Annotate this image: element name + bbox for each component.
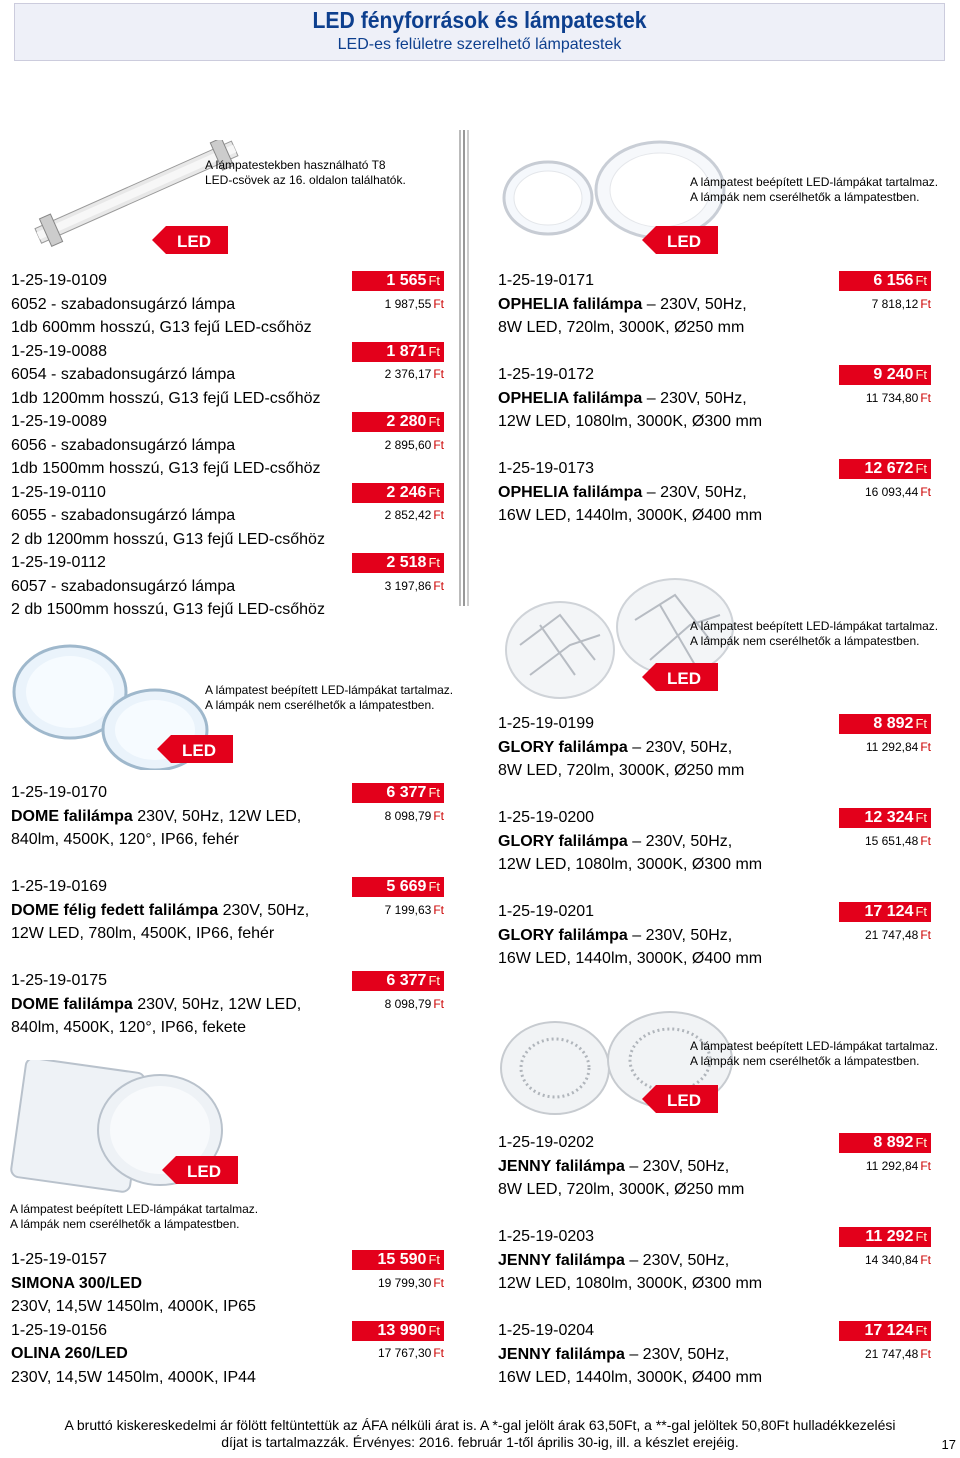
led-badge bbox=[640, 662, 720, 692]
product-code: 1-25-19-0109 bbox=[11, 272, 108, 289]
led-badge bbox=[160, 1155, 240, 1185]
led-badge bbox=[150, 225, 230, 255]
product-title-line: GLORY falilámpa – 230V, 50Hz, bbox=[498, 832, 733, 850]
price-column-tube-lamps bbox=[340, 269, 444, 598]
product-title-line: OPHELIA falilámpa – 230V, 50Hz, bbox=[498, 295, 747, 313]
led-badge-label: LED bbox=[667, 669, 701, 688]
product-code: 1-25-19-0169 bbox=[11, 878, 108, 895]
net-price: 21 747,48 Ft bbox=[864, 927, 931, 942]
product-desc: 1db 600mm hosszú, G13 fejű LED-csőhöz bbox=[11, 319, 312, 336]
page-subtitle: LED-es felületre szerelhető lámpatestek bbox=[337, 36, 622, 53]
product-code: 1-25-19-0156 bbox=[11, 1321, 108, 1339]
gross-price: 1 871 Ft bbox=[352, 342, 444, 362]
footer-note: A bruttó kiskereskedelmi ár fölött feltüntettük az ÁFA nélküli árat is. A *-gal jelölt árak 63,50Ft, a **-gal jelöltek 50,80Ft hulladékkezelési díjat is tartalmazzák. Érvényes: 2016. február 1-től április 30-ig, ill. a készlet erejéig. bbox=[64, 1417, 896, 1450]
product-code: 1-25-19-0157 bbox=[11, 1251, 108, 1268]
gross-price: 6 377 Ft bbox=[352, 971, 444, 991]
price-column-simona-olina bbox=[340, 1248, 444, 1366]
product-title-line: GLORY falilámpa – 230V, 50Hz, bbox=[498, 738, 733, 756]
page-title: LED fényforrások és lámpatestek bbox=[312, 7, 647, 33]
net-price: 2 895,60 Ft bbox=[384, 437, 444, 452]
product-desc: 840lm, 4500K, 120°, IP66, fehér bbox=[11, 831, 239, 848]
gross-price: 12 672 Ft bbox=[839, 459, 931, 479]
product-name: 6057 - szabadonsugárzó lámpa bbox=[11, 577, 236, 595]
product-code: 1-25-19-0089 bbox=[11, 413, 108, 430]
gross-price: 17 124 Ft bbox=[839, 1321, 931, 1341]
led-badge-label: LED bbox=[667, 1091, 701, 1110]
product-title-line: JENNY falilámpa – 230V, 50Hz, bbox=[498, 1157, 730, 1175]
product-list-glory bbox=[498, 712, 762, 971]
gross-price: 1 565 Ft bbox=[352, 271, 444, 291]
product-list-tube-lamps bbox=[11, 269, 325, 622]
gross-price: 9 240 Ft bbox=[839, 365, 931, 385]
gross-price: 17 124 Ft bbox=[839, 902, 931, 922]
led-badge-label: LED bbox=[177, 232, 211, 251]
product-code: 1-25-19-0202 bbox=[498, 1134, 595, 1151]
product-desc: 230V, 14,5W 1450lm, 4000K, IP44 bbox=[11, 1368, 256, 1386]
product-code: 1-25-19-0088 bbox=[11, 342, 108, 360]
led-badge bbox=[155, 734, 235, 764]
led-badge-label: LED bbox=[182, 741, 216, 760]
product-desc: 16W LED, 1440lm, 3000K, Ø400 mm bbox=[498, 950, 763, 967]
product-desc: 12W LED, 780lm, 4500K, IP66, fehér bbox=[11, 925, 275, 942]
product-title-line: DOME falilámpa 230V, 50Hz, 12W LED, bbox=[11, 807, 302, 825]
product-desc: 8W LED, 720lm, 3000K, Ø250 mm bbox=[498, 319, 745, 336]
gross-price: 11 292 Ft bbox=[839, 1227, 931, 1247]
net-price: 11 734,80 Ft bbox=[865, 390, 931, 405]
product-desc: 12W LED, 1080lm, 3000K, Ø300 mm bbox=[498, 856, 763, 873]
product-list-simona-olina bbox=[11, 1248, 256, 1389]
net-price: 8 098,79 Ft bbox=[384, 808, 444, 823]
gross-price: 12 324 Ft bbox=[839, 808, 931, 828]
net-price: 7 818,12 Ft bbox=[871, 296, 931, 311]
product-code: 1-25-19-0172 bbox=[498, 366, 595, 383]
net-price: 3 197,86 Ft bbox=[384, 578, 444, 593]
product-desc: 1db 1200mm hosszú, G13 fejű LED-csőhöz bbox=[11, 389, 321, 407]
gross-price: 2 280 Ft bbox=[352, 412, 444, 432]
product-list-ophelia bbox=[498, 269, 762, 528]
net-price: 19 799,30 Ft bbox=[377, 1275, 444, 1290]
gross-price: 13 990 Ft bbox=[352, 1321, 444, 1341]
gross-price: 6 377 Ft bbox=[352, 783, 444, 803]
product-name: 6056 - szabadonsugárzó lámpa bbox=[11, 436, 236, 454]
product-list-dome bbox=[11, 781, 309, 1040]
product-desc: 12W LED, 1080lm, 3000K, Ø300 mm bbox=[498, 413, 763, 430]
product-name: 6052 - szabadonsugárzó lámpa bbox=[11, 295, 236, 313]
product-code: 1-25-19-0204 bbox=[498, 1322, 595, 1339]
net-price: 1 987,55 Ft bbox=[384, 296, 444, 311]
led-badge-label: LED bbox=[187, 1162, 221, 1181]
price-column-glory bbox=[827, 712, 931, 947]
gross-price: 5 669 Ft bbox=[352, 877, 444, 897]
builtin-note: A lámpatest beépített LED-lámpákat tartalmaz. A lámpák nem cserélhetők a lámpatestben. bbox=[690, 619, 939, 648]
product-desc: 16W LED, 1440lm, 3000K, Ø400 mm bbox=[498, 1369, 763, 1386]
product-title-line: GLORY falilámpa – 230V, 50Hz, bbox=[498, 926, 733, 944]
product-desc: 8W LED, 720lm, 3000K, Ø250 mm bbox=[498, 1181, 745, 1198]
product-code: 1-25-19-0199 bbox=[498, 715, 595, 732]
net-price: 21 747,48 Ft bbox=[864, 1346, 931, 1361]
led-badge bbox=[640, 1084, 720, 1114]
tube-note: A lámpatestekben használható T8 LED-csövek az 16. oldalon találhatók. bbox=[205, 158, 406, 187]
product-code: 1-25-19-0203 bbox=[498, 1228, 595, 1245]
net-price: 11 292,84 Ft bbox=[865, 739, 931, 754]
net-price: 2 376,17 Ft bbox=[384, 367, 444, 381]
product-code: 1-25-19-0175 bbox=[11, 972, 108, 989]
product-desc: 1db 1500mm hosszú, G13 fejű LED-csőhöz bbox=[11, 460, 321, 477]
column-divider bbox=[459, 130, 469, 606]
builtin-note: A lámpatest beépített LED-lámpákat tartalmaz. A lámpák nem cserélhetők a lámpatestben. bbox=[205, 683, 454, 712]
net-price: 14 340,84 Ft bbox=[864, 1252, 931, 1267]
gross-price: 8 892 Ft bbox=[839, 1133, 931, 1153]
product-code: 1-25-19-0201 bbox=[498, 903, 595, 920]
product-code: 1-25-19-0173 bbox=[498, 460, 595, 477]
net-price: 7 199,63 Ft bbox=[384, 902, 444, 917]
net-price: 8 098,79 Ft bbox=[384, 996, 444, 1011]
net-price: 11 292,84 Ft bbox=[865, 1158, 931, 1173]
price-column-ophelia bbox=[827, 269, 931, 504]
product-desc: 2 db 1500mm hosszú, G13 fejű LED-csőhöz bbox=[11, 601, 325, 618]
led-badge bbox=[640, 225, 720, 255]
gross-price: 2 518 Ft bbox=[352, 553, 444, 573]
product-code: 1-25-19-0171 bbox=[498, 272, 595, 289]
product-code: 1-25-19-0170 bbox=[11, 784, 108, 801]
net-price: 2 852,42 Ft bbox=[384, 508, 444, 522]
gross-price: 8 892 Ft bbox=[839, 714, 931, 734]
product-name: 6055 - szabadonsugárzó lámpa bbox=[11, 507, 236, 524]
product-desc: 8W LED, 720lm, 3000K, Ø250 mm bbox=[498, 762, 745, 779]
page-header bbox=[14, 3, 945, 61]
product-desc: 16W LED, 1440lm, 3000K, Ø400 mm bbox=[498, 507, 763, 524]
builtin-note: A lámpatest beépített LED-lámpákat tartalmaz. A lámpák nem cserélhetők a lámpatestben. bbox=[10, 1202, 259, 1231]
product-desc: 12W LED, 1080lm, 3000K, Ø300 mm bbox=[498, 1275, 763, 1292]
net-price: 15 651,48 Ft bbox=[864, 833, 931, 848]
builtin-note: A lámpatest beépített LED-lámpákat tartalmaz. A lámpák nem cserélhetők a lámpatestben. bbox=[690, 175, 939, 204]
product-name: SIMONA 300/LED bbox=[11, 1274, 142, 1292]
product-title-line: DOME félig fedett falilámpa 230V, 50Hz, bbox=[11, 901, 310, 919]
product-code: 1-25-19-0112 bbox=[11, 554, 106, 571]
product-desc: 230V, 14,5W 1450lm, 4000K, IP65 bbox=[11, 1298, 256, 1315]
price-column-jenny bbox=[827, 1131, 931, 1366]
page-number: 17 bbox=[941, 1437, 956, 1452]
product-code: 1-25-19-0200 bbox=[498, 809, 595, 826]
product-title-line: JENNY falilámpa – 230V, 50Hz, bbox=[498, 1251, 730, 1269]
product-list-jenny bbox=[498, 1131, 762, 1390]
led-badge-label: LED bbox=[667, 232, 701, 251]
net-price: 17 767,30 Ft bbox=[377, 1346, 444, 1360]
product-title-line: OPHELIA falilámpa – 230V, 50Hz, bbox=[498, 389, 747, 407]
product-desc: 840lm, 4500K, 120°, IP66, fekete bbox=[11, 1019, 246, 1036]
product-name: OLINA 260/LED bbox=[11, 1345, 128, 1362]
net-price: 16 093,44 Ft bbox=[864, 484, 931, 499]
product-title-line: DOME falilámpa 230V, 50Hz, 12W LED, bbox=[11, 995, 302, 1013]
product-title-line: OPHELIA falilámpa – 230V, 50Hz, bbox=[498, 483, 747, 501]
gross-price: 2 246 Ft bbox=[352, 483, 444, 503]
price-column-dome bbox=[340, 781, 444, 1016]
product-code: 1-25-19-0110 bbox=[11, 483, 106, 501]
gross-price: 6 156 Ft bbox=[839, 271, 931, 291]
builtin-note: A lámpatest beépített LED-lámpákat tartalmaz. A lámpák nem cserélhetők a lámpatestben. bbox=[690, 1039, 939, 1068]
product-desc: 2 db 1200mm hosszú, G13 fejű LED-csőhöz bbox=[11, 530, 325, 548]
product-name: 6054 - szabadonsugárzó lámpa bbox=[11, 366, 236, 383]
gross-price: 15 590 Ft bbox=[352, 1250, 444, 1270]
product-title-line: JENNY falilámpa – 230V, 50Hz, bbox=[498, 1345, 730, 1363]
